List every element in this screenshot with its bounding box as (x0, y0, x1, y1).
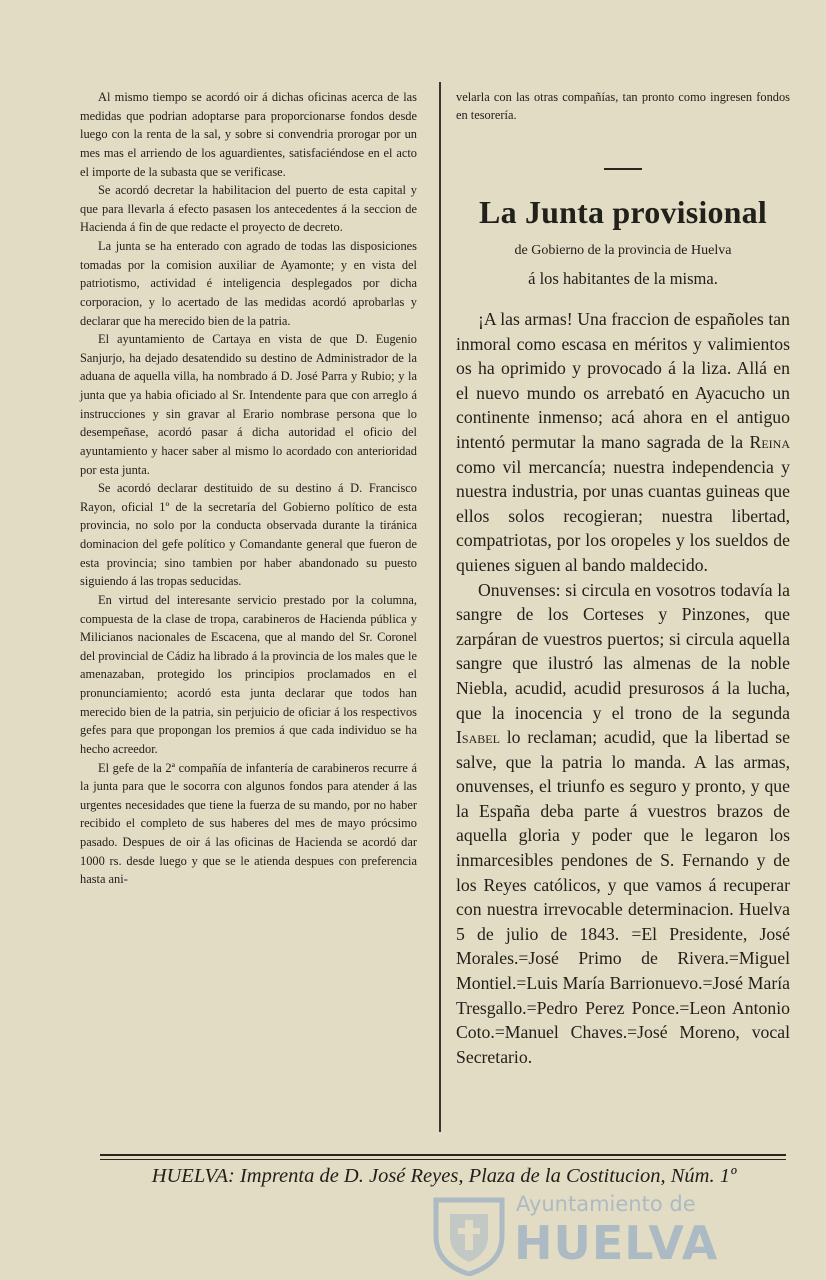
isabel-word: Isabel (456, 727, 500, 748)
proclamation-p2-part-a: Onuvenses: si circula en vosotros todavía la sangre de los Corteses y Pinzones, que zarpáran de vuestros puertos; si circula aquella sangre que ilustró las almenas de la noble Niebla, acudid, acudid presurosos á la lucha, que la inocencia y el trono de la segunda (456, 579, 790, 723)
paragraph-cartaya: El ayuntamiento de Cartaya en vista de que D. Eugenio Sanjurjo, ha dejado desatendido su destino de Administrador de la aduana de aquella villa, ha nombrado á D. José Parra y Rubio; y la junta que ya habia oficiado al Sr. Intendente para que con arreglo á instrucciones y sin gravar al Erario nombrase persona que lo desempeñase, acordó pasar á dicha autoridad el oficio del ayuntamiento y hacer saber al mismo lo acordado con anterioridad por esta junta. (80, 332, 417, 477)
paragraph-columna: En virtud del interesante servicio prestado por la columna, compuesta de la clase de tropa, carabineros de Hacienda pública y Milicianos nacionales de Escacena, que al mando del Sr. Coronel del provincial de Cádiz ha librado á la provincia de los males que le amenazaban, protegido los principios proclamados en el pronunciamiento; acordó esta junta declarar que todos han merecido bien de la patria, sin perjuicio de oficiar á los respectivos gefes para que propongan los premios á que cada individuo se ha hecho acreedor. (80, 592, 417, 756)
proclamation-p2-part-b: lo reclaman; acudid, que la libertad se salve, que la patria lo manda. A las armas, onuvenses, el triunfo es seguro y pronto, y que la España deba parte á vuestros brazos de aquella gloria y poder que le legaron los inmarcesibles pendones de S. Fernando y de los Reyes católicos, y que vamos á recuperar con nuestra irrevocable determinacion. Huelva 5 de julio de 1843. =El Presidente, José Morales.=José Primo de Rivera.=Miguel Montiel.=Luis María Barrionuevo.=José María Tresgallo.=Pedro Perez Ponce.=Leon Antonio Coto.=Manuel Chaves.=José Moreno, vocal Secretario. (456, 727, 790, 1067)
city-crest-icon (430, 1190, 508, 1276)
paragraph-ayamonte: La junta se ha enterado con agrado de todas las disposiciones tomadas por la comision auxiliar de Ayamonte; y en vista del patriotismo, actividad é inteligencia desplegados por dicha corporacion, y lo acertado de las medidas acordó aprobarlas y declarar que ha merecido bien de la patria. (80, 239, 417, 328)
proclamation-subtitle: de Gobierno de la provincia de Huelva (514, 243, 732, 258)
proclamation-body (456, 307, 790, 1069)
paragraph-carabineros: El gefe de la 2ª compañía de infantería de carabineros recurre á la junta para que le socorra con algunos fondos para atender á las urgentes necesidades que tiene la fuerza de su mando, por no haber recibido el completo de sus haberes del mes de mayo prócsimo pasado. Despues de oir á las oficinas de Hacienda se acordó dar 1000 rs. desde luego y que se le atienda despues con preferencia hasta ani- (80, 760, 417, 887)
paragraph-oficinas: Al mismo tiempo se acordó oir á dichas oficinas acerca de las medidas que podrian adoptarse para proporcionarse fondos desde luego con la renta de la sal, y sobre si convendria prorogar por un mes mas el arriendo de los aguardientes, satisfaciéndose en el acto el importe de la subasta que se verificase. (80, 90, 417, 179)
watermark-line-1: Ayuntamiento de (516, 1192, 696, 1216)
proclamation-title: La Junta provisional (479, 194, 767, 230)
continuation-text: velarla con las otras compañías, tan pronto como ingresen fondos en tesorería. (456, 90, 790, 122)
proclamation-paragraph-1 (456, 307, 790, 578)
reina-word: Reina (749, 431, 790, 452)
footer-rule (100, 1154, 786, 1160)
proclamation-p1-part-b: como vil mercancía; nuestra independencia y nuestra industria, por unas cuantas guineas que ellos solos recogieran; nuestra libertad, compatriotas, por los oropeles y los sueldos de quienes siguen al bando maldecido. (456, 456, 790, 575)
proclamation-p1-part-a: ¡A las armas! Una fraccion de españoles tan inmoral como escasa en méritos y valimientos os ha oprimido y provocado á la liza. Allá en el nuevo mundo os arrebató en Ayacucho un continente inmenso; acá ahora en el antiguo intentó permutar la mano sagrada de la (456, 309, 790, 452)
printer-imprint: HUELVA: Imprenta de D. José Reyes, Plaza de la Costitucion, Núm. 1º (151, 1165, 737, 1187)
left-column (80, 88, 417, 889)
watermark-line-2: HUELVA (514, 1216, 719, 1270)
proclamation-paragraph-2 (456, 578, 790, 1070)
paragraph-puerto: Se acordó decretar la habilitacion del puerto de esta capital y que para llevarla á efecto pasasen los antecedentes á la seccion de Hacienda á fin de que redacte el proyecto de decreto. (80, 183, 417, 235)
paragraph-rayon: Se acordó declarar destituido de su destino á D. Francisco Rayon, oficial 1º de la secretaría del Gobierno político de esta provincia, no solo por la conducta observada durante la tiránica dominacion del gefe político y Comandante general que fueron de esta provincia; sino tambien por haber abandonado su puesto siguiendo á las tropas seducidas. (80, 481, 417, 589)
archive-watermark (418, 1180, 758, 1280)
column-divider (439, 82, 441, 1132)
right-column (456, 88, 790, 1069)
proclamation-addressee: á los habitantes de la misma. (528, 269, 718, 288)
short-divider (604, 168, 642, 170)
